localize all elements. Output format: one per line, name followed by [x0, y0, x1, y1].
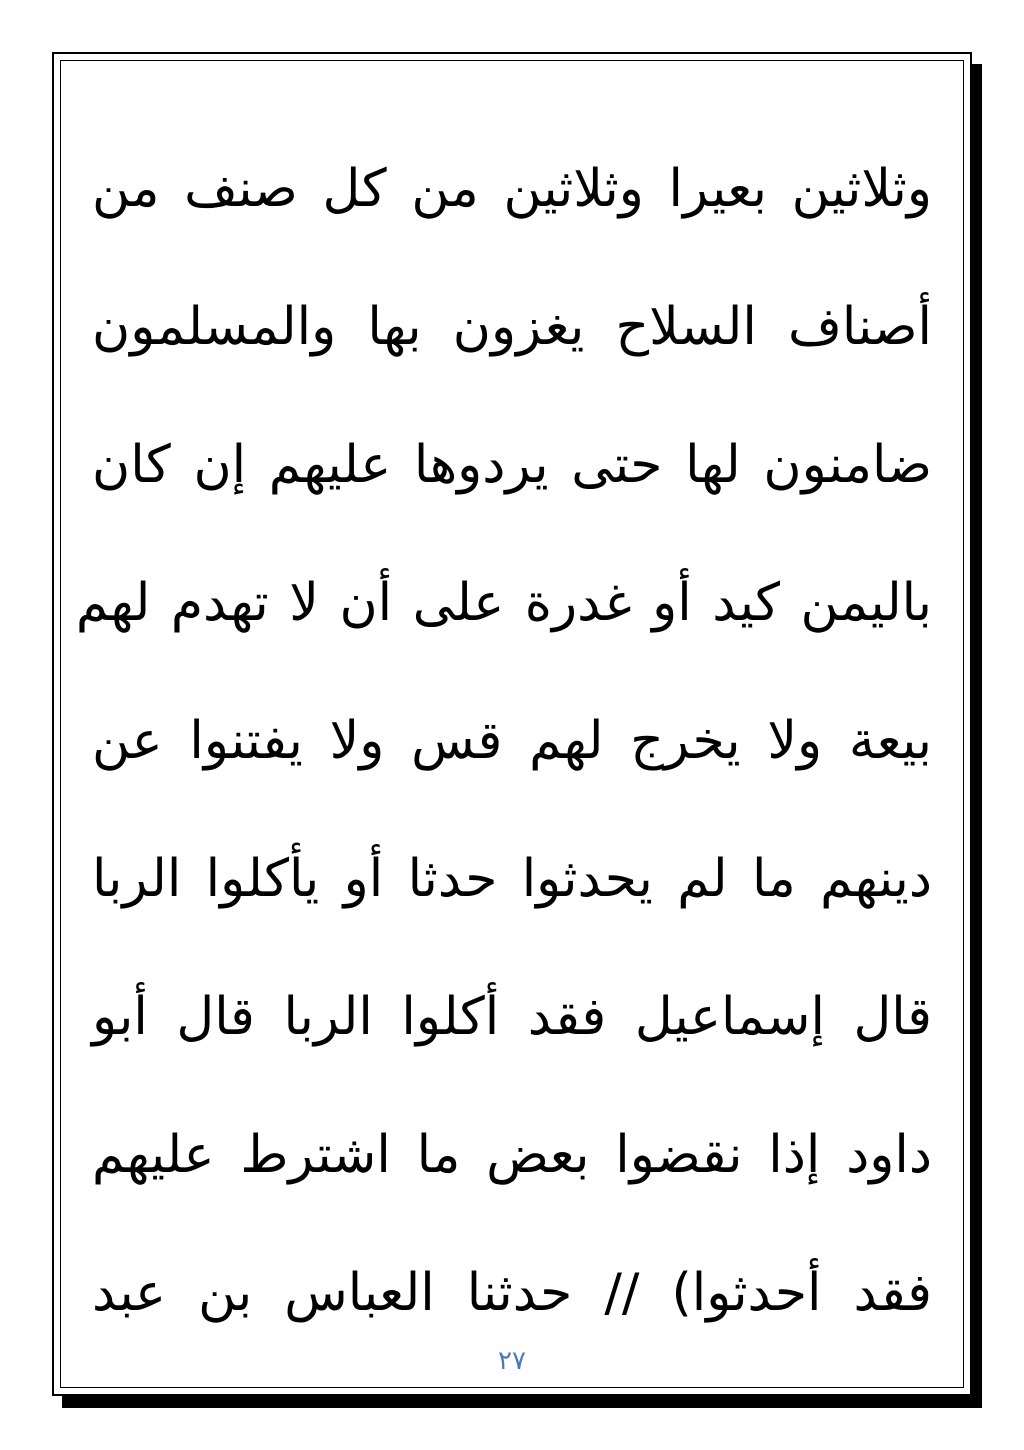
page-number: ٢٧: [498, 1346, 526, 1376]
text-line-4: باليمن كيد أو غدرة على أن لا تهدم لهم: [75, 573, 932, 633]
text-line-3: ضامنون لها حتى يردوها عليهم إن كان: [92, 435, 932, 495]
text-line-2: أصناف السلاح يغزون بها والمسلمون: [92, 297, 932, 357]
text-line-6: دينهم ما لم يحدثوا حدثا أو يأكلوا الربا: [92, 849, 932, 909]
text-line-9: فقد أحدثوا) // حدثنا العباس بن عبد: [92, 1263, 932, 1323]
text-line-1: وثلاثين بعيرا وثلاثين من كل صنف من: [92, 159, 932, 219]
text-line-5: بيعة ولا يخرج لهم قس ولا يفتنوا عن: [92, 711, 932, 771]
text-line-7: قال إسماعيل فقد أكلوا الربا قال أبو: [92, 987, 932, 1047]
text-line-8: داود إذا نقضوا بعض ما اشترط عليهم: [92, 1125, 932, 1185]
body-text: [75, 130, 932, 1372]
